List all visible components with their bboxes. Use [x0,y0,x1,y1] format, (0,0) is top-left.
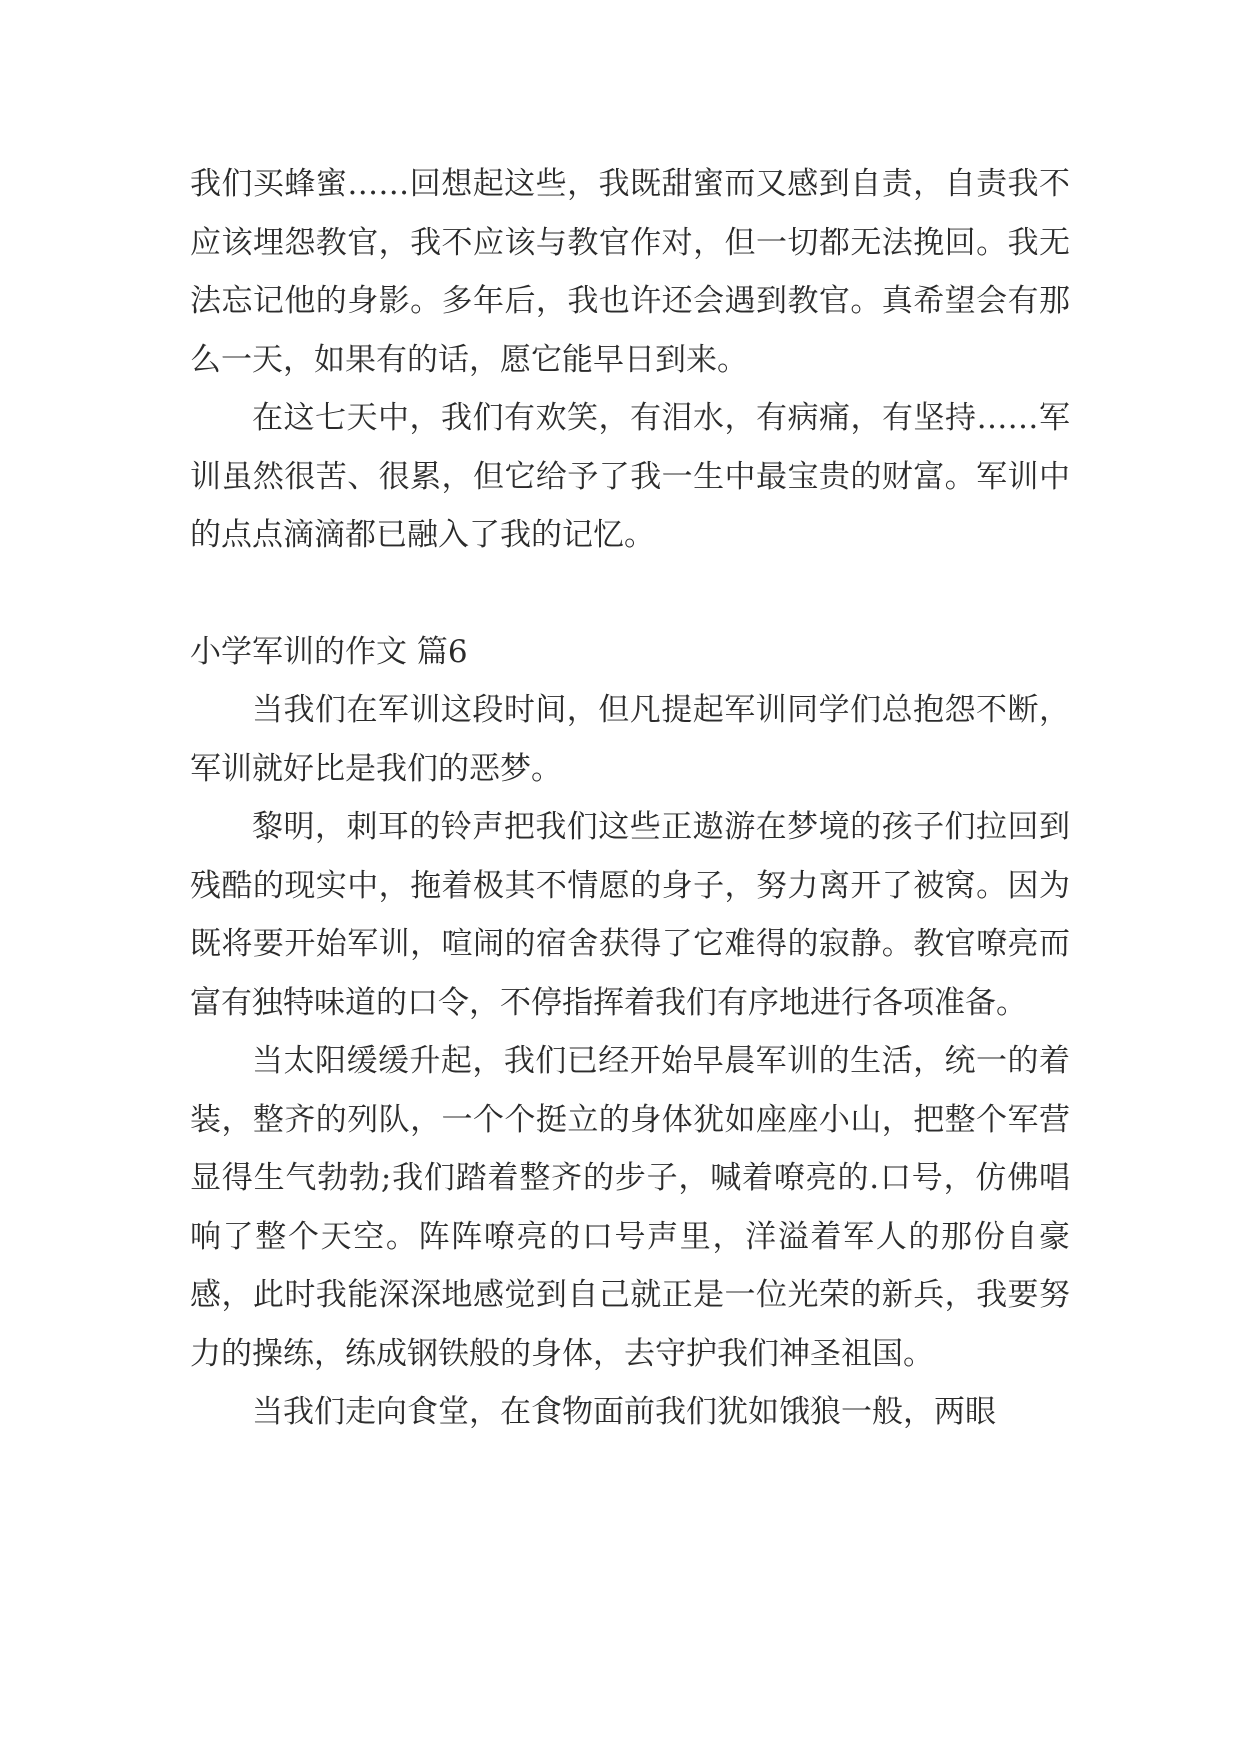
section-gap [190,565,1070,623]
paragraph: 当太阳缓缓升起，我们已经开始早晨军训的生活，统一的着装，整齐的列队，一个个挺立的身体犹如座座小山，把整个军营显得生气勃勃;我们踏着整齐的步子，喊着嘹亮的.口号，仿佛唱响了整个天空。阵阵嘹亮的口号声里，洋溢着军人的那份自豪感，此时我能深深地感觉到自己就正是一位光荣的新兵，我要努力的操练，练成钢铁般的身体，去守护我们神圣祖国。 [190,1043,1070,1372]
section-heading: 小学军训的作文 篇6 [190,633,468,670]
paragraph: 当我们在军训这段时间，但凡提起军训同学们总抱怨不断，军训就好比是我们的恶梦。 [190,692,1070,787]
document-body [190,155,1070,1442]
paragraph: 在这七天中，我们有欢笑，有泪水，有病痛，有坚持……军训虽然很苦、很累，但它给予了我一生中最宝贵的财富。军训中的点点滴滴都已融入了我的记忆。 [190,400,1070,553]
paragraph: 当我们走向食堂，在食物面前我们犹如饿狼一般，两眼 [252,1394,996,1430]
paragraph-continued: 我们买蜂蜜……回想起这些，我既甜蜜而又感到自责，自责我不应该埋怨教官，我不应该与教官作对，但一切都无法挽回。我无法忘记他的身影。多年后，我也许还会遇到教官。真希望会有那么一天，如果有的话，愿它能早日到来。 [190,166,1070,378]
paragraph: 黎明，刺耳的铃声把我们这些正遨游在梦境的孩子们拉回到残酷的现实中，拖着极其不情愿的身子，努力离开了被窝。因为既将要开始军训，喧闹的宿舍获得了它难得的寂静。教官嘹亮而富有独特味道的口令，不停指挥着我们有序地进行各项准备。 [190,809,1070,1021]
